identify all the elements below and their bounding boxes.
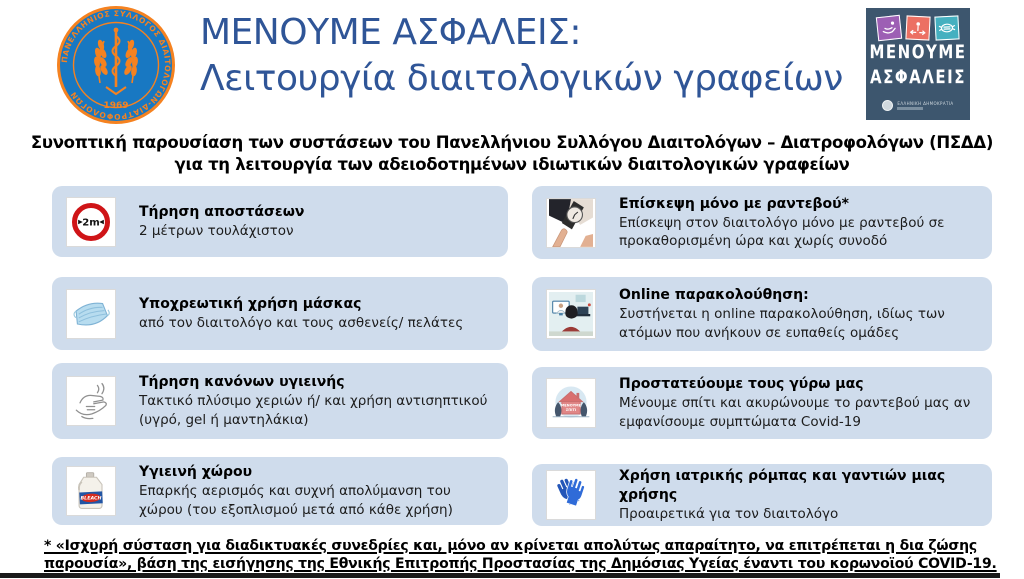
page-title-line1: ΜΕΝΟΥΜΕ ΑΣΦΑΛΕΙΣ: — [200, 12, 582, 53]
bottom-divider-bar — [0, 573, 1000, 578]
card-desc: Προαιρετικά για τον διαιτολόγο — [619, 505, 839, 522]
handwash-icon — [66, 376, 116, 426]
card-desc: Μένουμε σπίτι και ακυρώνουμε το ραντεβού μας αν εμφανίσουμε συμπτώματα Covid-19 — [619, 395, 971, 430]
psdd-association-logo — [56, 5, 176, 125]
distance-sign-icon — [66, 197, 116, 247]
menoume-asfaleis-campaign-logo — [866, 8, 970, 120]
card-hygiene-rules — [52, 363, 508, 439]
card-mask — [52, 277, 508, 350]
card-title: Υγιεινή χώρου — [139, 464, 253, 480]
page-title-line2: Λειτουργία διαιτολογικών γραφείων — [200, 58, 843, 99]
intro-text — [0, 132, 1024, 176]
card-desc: από τον διαιτολόγο και τους ασθενείς/ πελάτες — [139, 314, 464, 331]
footnote — [44, 537, 1010, 573]
mask-icon — [66, 289, 116, 339]
intro-text-line1: Συνοπτική παρουσίαση των συστάσεων του Πανελλήνιου Συλλόγου Διαιτολόγων – Διατροφολόγων (ΠΣΔΔ) — [30, 133, 994, 152]
footnote-line1: * «Ισχυρή σύσταση για διαδικτυακές συνεδρίες και, μόνο αν κρίνεται απολύτως απαραίτητο, να επιτρέπεται η δια ζώσης — [44, 538, 977, 554]
distance-mini-icon — [905, 15, 930, 40]
card-title: Τήρηση αποστάσεων — [139, 203, 305, 220]
footnote-line2: παρουσία», βάση της εισήγησης της Εθνικής Επιτροπής Προστασίας της Δημόσιας Υγείας έναντι του κορωνοϊού COVID-19. — [44, 556, 997, 572]
card-title: Υποχρεωτική χρήση μάσκας — [139, 295, 362, 312]
hellenic-republic-emblem-icon — [882, 100, 893, 111]
bleach-label: BLEACH — [80, 496, 102, 502]
page-title — [200, 10, 843, 102]
card-desc: Συστήνεται η online παρακολούθηση, ιδίως των ατόμων που ανήκουν σε ευπαθείς ομάδες — [619, 306, 945, 341]
stay-home-label-line2: ΣΠΙΤΙ — [565, 407, 577, 412]
stay-home-label-line1: ΜΕΝΟΥΜΕ — [560, 403, 582, 408]
card-title: Χρήση ιατρικής ρόμπας και γαντιών μιας χρήσης — [619, 467, 946, 503]
card-online-consultation — [532, 277, 992, 351]
card-gloves-gown — [532, 464, 992, 526]
handwash-mini-icon — [876, 15, 902, 41]
psdd-logo-emblem — [56, 5, 176, 125]
hellenic-republic-seal — [882, 100, 953, 111]
distance-sign-label: 2m — [82, 217, 100, 229]
online-consultation-icon — [546, 289, 596, 339]
psdd-logo-year: 1969 — [103, 101, 129, 111]
psdd-logo-ring-text: ΠΑΝΕΛΛΗΝΙΟΣ ΣΥΛΛΟΓΟΣ ΔΙΑΙΤΟΛΟΓΩΝ-ΔΙΑΤΡΟΦΟΛΟΓΩΝ — [59, 8, 173, 122]
card-title: Προστατεύουμε τους γύρω μας — [619, 376, 864, 392]
bleach-bottle-icon — [66, 466, 116, 516]
intro-text-line2: για τη λειτουργία των αδειοδοτημένων ιδιωτικών διαιτολογικών γραφείων — [174, 155, 850, 174]
hellenic-republic-label: ΕΛΛΗΝΙΚΗ ΔΗΜΟΚΡΑΤΙΑ — [897, 100, 954, 106]
campaign-icon-row — [877, 16, 959, 40]
card-protect-others — [532, 367, 992, 439]
card-title: Τήρηση κανόνων υγιεινής — [139, 374, 345, 390]
card-desc: Επίσκεψη στον διαιτολόγο μόνο με ραντεβού σε προκαθορισμένη ώρα και χωρίς συνοδό — [619, 214, 945, 249]
campaign-logo-word1: ΜΕΝΟΥΜΕ — [869, 40, 967, 64]
hellenic-republic-subline — [897, 107, 923, 110]
gloves-icon — [546, 470, 596, 520]
appointment-watch-icon — [546, 198, 596, 248]
campaign-logo-word2: ΑΣΦΑΛΕΙΣ — [870, 65, 966, 89]
card-title: Επίσκεψη μόνο με ραντεβού* — [619, 195, 849, 212]
card-appointment-only — [532, 186, 992, 259]
stay-home-icon — [546, 378, 596, 428]
card-distance — [52, 186, 508, 257]
card-desc: 2 μέτρων τουλάχιστον — [139, 222, 294, 239]
card-space-hygiene — [52, 457, 508, 525]
card-title: Online παρακολούθηση: — [619, 287, 809, 303]
mask-mini-icon — [934, 15, 959, 40]
card-desc: Τακτικό πλύσιμο χεριών ή/ και χρήση αντισηπτικού (υγρό, gel ή μαντηλάκια) — [139, 393, 488, 428]
card-desc: Επαρκής αερισμός και συχνή απολύμανση του χώρου (του εξοπλισμού μετά από κάθε χρήση) — [139, 483, 453, 518]
